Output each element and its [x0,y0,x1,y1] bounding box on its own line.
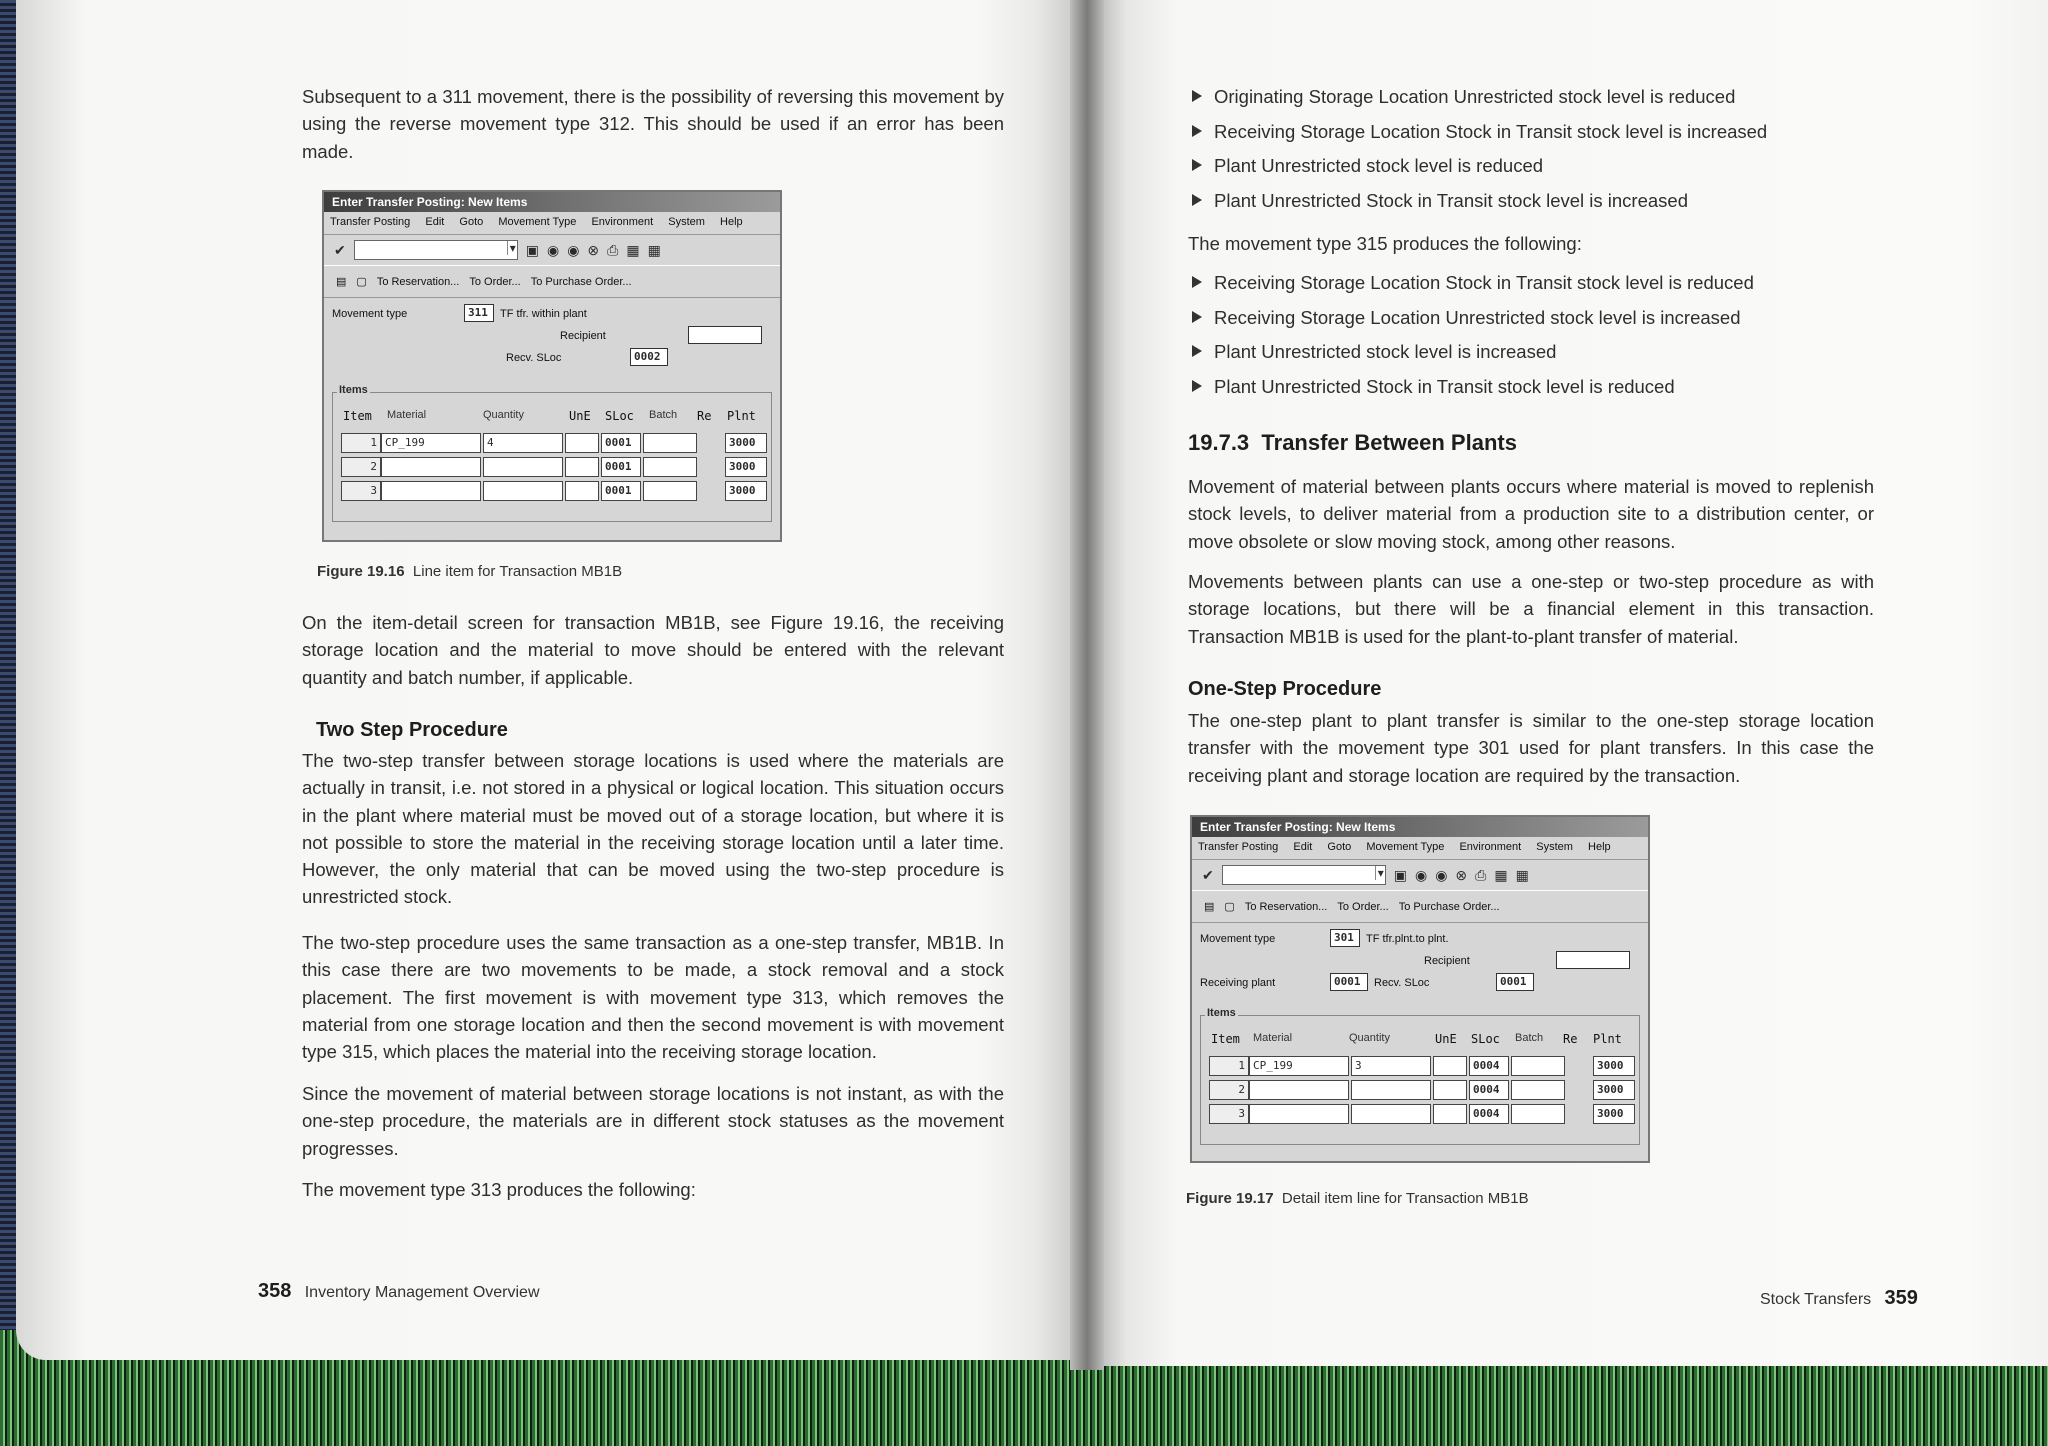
row3-batch[interactable] [1511,1104,1565,1124]
sap-menu-bar [324,212,780,234]
sap-window-title: Enter Transfer Posting: New Items [1192,817,1648,837]
command-field[interactable] [354,240,518,260]
menu-transfer-posting[interactable]: Transfer Posting [1198,841,1279,853]
figure-19-17-caption [1186,1190,1529,1207]
row1-sloc[interactable]: 0004 [1469,1056,1509,1076]
exit-icon[interactable]: ◉ [1435,866,1448,883]
to-order-button[interactable]: To Order... [1337,900,1389,913]
bullet-313-4 [1192,190,1688,212]
bullet-triangle-icon [1192,194,1202,206]
caption-label: Figure 19.16 [317,563,405,580]
sap-screenshot-figure-19-16 [322,190,782,542]
col-item: Item [1211,1032,1240,1046]
movement-type-description: TF tfr.plnt.to plnt. [1366,933,1449,945]
to-purchase-order-button[interactable]: To Purchase Order... [530,275,632,288]
row2-une[interactable] [1433,1080,1467,1100]
caption-text: Line item for Transaction MB1B [412,563,623,580]
receiving-plant-field[interactable]: 0001 [1330,973,1368,991]
document-icon[interactable]: ▤ [336,276,347,288]
row1-sloc[interactable]: 0001 [601,433,641,453]
row2-sloc[interactable]: 0004 [1469,1080,1509,1100]
to-purchase-order-button[interactable]: To Purchase Order... [1398,900,1500,913]
sap-menu-bar [1192,837,1648,859]
row1-item: 1 [341,433,381,453]
back-icon[interactable]: ◉ [1414,866,1428,883]
copy-icon[interactable]: ▢ [356,276,367,288]
plants-paragraph-1: Movement of material between plants occurs where material is moved to replenish stock levels, to deliver material from a production site to a distribution center, or move obsolete or slow moving stock, among other reasons. [1188,476,1874,552]
bullet-313-2-text: Receiving Storage Location Stock in Transit stock level is increased [1214,121,1768,142]
bullet-315-4 [1192,376,1675,398]
bullet-313-3-text: Plant Unrestricted stock level is reduced [1214,155,1544,176]
bullet-315-3-text: Plant Unrestricted stock level is increased [1214,341,1557,362]
find-icon[interactable]: ▦ [1494,866,1508,883]
two-step-paragraph-2: The two-step procedure uses the same transaction as a one-step transfer, MB1B. In this case there are two movements to be made, a stock removal and a stock placement. The first movement is with movement type 313, which removes the material from one storage location and then the second movement is with movement type 315, which places the material into the receiving storage location. [302,932,1004,1063]
bullet-triangle-icon [1192,90,1202,102]
col-batch: Batch [1515,1032,1544,1044]
menu-transfer-posting[interactable]: Transfer Posting [330,216,411,228]
left-footer [258,1280,540,1303]
row2-plnt[interactable]: 3000 [1593,1080,1635,1100]
row1-quantity[interactable]: 3 [1351,1056,1431,1076]
recv-sloc-field[interactable]: 0002 [630,348,668,366]
movement-type-label: Movement type [1200,933,1276,945]
row3-material[interactable] [1249,1104,1349,1124]
heading-two-step: Two Step Procedure [316,719,508,741]
items-group-title: Items [1207,1007,1236,1019]
recv-sloc-field[interactable]: 0001 [1496,973,1534,991]
recipient-label: Recipient [560,330,606,342]
movement-type-field[interactable]: 301 [1330,929,1360,947]
bullet-triangle-icon [1192,276,1202,288]
sap-screenshot-figure-19-17 [1190,815,1650,1163]
section-number: 19.7.3 [1188,430,1250,455]
right-footer-title: Stock Transfers [1760,1291,1872,1308]
bullet-313-3 [1192,155,1543,177]
row1-material[interactable]: CP_199 [381,433,481,453]
bullet-313-1 [1192,86,1735,108]
sap-body [324,298,780,540]
items-group [1200,1007,1640,1145]
exit-icon[interactable]: ◉ [567,241,580,258]
menu-edit[interactable]: Edit [425,216,445,228]
find-icon[interactable]: ▦ [626,241,640,258]
row3-batch[interactable] [643,481,697,501]
recipient-field[interactable] [688,326,762,344]
sap-application-toolbar [324,266,780,298]
col-sloc: SLoc [1471,1032,1500,1046]
row1-batch[interactable] [1511,1056,1565,1076]
intro-paragraph: Subsequent to a 311 movement, there is the possibility of reversing this movement by using the reverse movement type 312. This should be used if an error has been made. [302,86,1004,162]
col-sloc: SLoc [605,409,634,423]
menu-environment[interactable]: Environment [591,216,654,228]
menu-system[interactable]: System [1536,841,1573,853]
col-material: Material [1253,1032,1293,1044]
plants-paragraph-2: Movements between plants can use a one-step or two-step procedure as with storage locations, but there will be a financial element in this transaction. Transaction MB1B is used for the plant-to-plant transfer of material. [1188,571,1874,647]
row2-quantity[interactable] [483,457,563,477]
items-group [332,384,772,522]
menu-help[interactable]: Help [1588,841,1611,853]
copy-icon[interactable]: ▢ [1224,901,1235,913]
row2-material[interactable] [381,457,481,477]
col-re: Re [697,409,712,423]
col-item: Item [343,409,372,423]
to-reservation-button[interactable]: To Reservation... [376,275,460,288]
document-icon[interactable]: ▤ [1204,901,1215,913]
menu-movement-type[interactable]: Movement Type [498,216,577,228]
row3-une[interactable] [1433,1104,1467,1124]
bullet-triangle-icon [1192,159,1202,171]
bullet-triangle-icon [1192,380,1202,392]
print-icon[interactable]: ⎙ [1475,866,1487,883]
movement-313-intro: The movement type 313 produces the following: [302,1179,696,1200]
row2-sloc[interactable]: 0001 [601,457,641,477]
caption-label: Figure 19.17 [1186,1190,1274,1207]
command-field[interactable] [1222,865,1386,885]
to-reservation-button[interactable]: To Reservation... [1244,900,1328,913]
enter-check-icon[interactable]: ✔ [1202,866,1214,883]
bullet-313-2 [1192,121,1767,143]
find-next-icon[interactable]: ▦ [647,241,661,258]
menu-environment[interactable]: Environment [1459,841,1522,853]
col-batch: Batch [649,409,678,421]
col-re: Re [1563,1032,1578,1046]
print-icon[interactable]: ⎙ [607,241,619,258]
row3-plnt[interactable]: 3000 [1593,1104,1635,1124]
col-plnt: Plnt [727,409,756,423]
caption-text: Detail item line for Transaction MB1B [1281,1190,1529,1207]
right-footer [1760,1287,1918,1310]
recipient-field[interactable] [1556,951,1630,969]
bullet-triangle-icon [1192,125,1202,137]
bullet-315-2 [1192,307,1740,329]
col-quantity: Quantity [483,409,524,421]
left-footer-title: Inventory Management Overview [304,1284,540,1301]
col-plnt: Plnt [1593,1032,1622,1046]
sap-toolbar [324,234,780,266]
recipient-label: Recipient [1424,955,1470,967]
cancel-icon[interactable]: ⊗ [587,241,600,258]
recv-sloc-label: Recv. SLoc [1374,977,1430,989]
row1-une[interactable] [1433,1056,1467,1076]
row3-quantity[interactable] [483,481,563,501]
sap-toolbar [1192,859,1648,891]
bullet-315-3 [1192,341,1556,363]
save-icon[interactable]: ▣ [1393,866,1407,883]
bullet-315-4-text: Plant Unrestricted Stock in Transit stock level is reduced [1214,376,1675,397]
bullet-315-1-text: Receiving Storage Location Stock in Transit stock level is reduced [1214,272,1754,293]
row2-batch[interactable] [1511,1080,1565,1100]
row1-une[interactable] [565,433,599,453]
two-step-paragraph-1: The two-step transfer between storage locations is used where the materials are actually in transit, i.e. not stored in a physical or logical location. This situation occurs in the plant where material must be moved out of a storage location, but where it is not possible to store the material in the receiving storage location until a later time. However, the only material that can be moved using the two-step procedure is unrestricted stock. [302,750,1004,908]
row2-plnt[interactable]: 3000 [725,457,767,477]
sap-application-toolbar [1192,891,1648,923]
bullet-315-1 [1192,272,1754,294]
menu-help[interactable]: Help [720,216,743,228]
to-order-button[interactable]: To Order... [469,275,521,288]
row3-plnt[interactable]: 3000 [725,481,767,501]
col-une: UnE [1435,1032,1457,1046]
heading-one-step: One-Step Procedure [1188,678,1382,700]
row3-item: 3 [341,481,381,501]
save-icon[interactable]: ▣ [525,241,539,258]
row1-plnt[interactable]: 3000 [725,433,767,453]
row3-item: 3 [1209,1104,1249,1124]
sap-window-title: Enter Transfer Posting: New Items [324,192,780,212]
two-step-paragraph-3: Since the movement of material between storage locations is not instant, as with the one-step procedure, the materials are in different stock statuses as the movement progresses. [302,1083,1004,1159]
left-page-number: 358 [258,1280,292,1302]
col-une: UnE [569,409,591,423]
bullet-triangle-icon [1192,345,1202,357]
menu-edit[interactable]: Edit [1293,841,1313,853]
movement-type-field[interactable]: 311 [464,304,494,322]
enter-check-icon[interactable]: ✔ [334,241,346,258]
section-title: Transfer Between Plants [1261,430,1517,455]
row2-batch[interactable] [643,457,697,477]
row3-material[interactable] [381,481,481,501]
row2-item: 2 [341,457,381,477]
row3-sloc[interactable]: 0001 [601,481,641,501]
bullet-triangle-icon [1192,311,1202,323]
row3-quantity[interactable] [1351,1104,1431,1124]
menu-system[interactable]: System [668,216,705,228]
row2-material[interactable] [1249,1080,1349,1100]
item-detail-paragraph: On the item-detail screen for transaction MB1B, see Figure 19.16, the receiving storage location and the material to move should be entered with the relevant quantity and batch number, if applicable. [302,612,1004,688]
menu-goto[interactable]: Goto [1327,841,1352,853]
row1-plnt[interactable]: 3000 [1593,1056,1635,1076]
row3-sloc[interactable]: 0004 [1469,1104,1509,1124]
movement-315-intro: The movement type 315 produces the following: [1188,233,1582,254]
row2-une[interactable] [565,457,599,477]
back-icon[interactable]: ◉ [546,241,560,258]
row3-une[interactable] [565,481,599,501]
items-group-title: Items [339,384,368,396]
row1-material[interactable]: CP_199 [1249,1056,1349,1076]
receiving-plant-label: Receiving plant [1200,977,1276,989]
movement-type-label: Movement type [332,308,408,320]
right-page-number: 359 [1884,1287,1918,1309]
movement-type-description: TF tfr. within plant [500,308,587,320]
row1-batch[interactable] [643,433,697,453]
book-gutter [1070,0,1104,1370]
find-next-icon[interactable]: ▦ [1515,866,1529,883]
bullet-315-2-text: Receiving Storage Location Unrestricted stock level is increased [1214,307,1741,328]
menu-movement-type[interactable]: Movement Type [1366,841,1445,853]
cancel-icon[interactable]: ⊗ [1455,866,1468,883]
menu-goto[interactable]: Goto [459,216,484,228]
row2-item: 2 [1209,1080,1249,1100]
col-quantity: Quantity [1349,1032,1390,1044]
recv-sloc-label: Recv. SLoc [506,352,562,364]
bullet-313-4-text: Plant Unrestricted Stock in Transit stock level is increased [1214,190,1688,211]
row1-item: 1 [1209,1056,1249,1076]
section-heading-19-7-3 [1188,430,1517,456]
col-material: Material [387,409,427,421]
row2-quantity[interactable] [1351,1080,1431,1100]
row1-quantity[interactable]: 4 [483,433,563,453]
figure-19-16-caption [317,563,622,580]
one-step-paragraph: The one-step plant to plant transfer is similar to the one-step storage location transfer with the movement type 301 used for plant transfers. In this case the receiving plant and storage location are required by the transaction. [1188,710,1874,786]
sap-body [1192,923,1648,1165]
bullet-313-1-text: Originating Storage Location Unrestricted stock level is reduced [1214,86,1736,107]
